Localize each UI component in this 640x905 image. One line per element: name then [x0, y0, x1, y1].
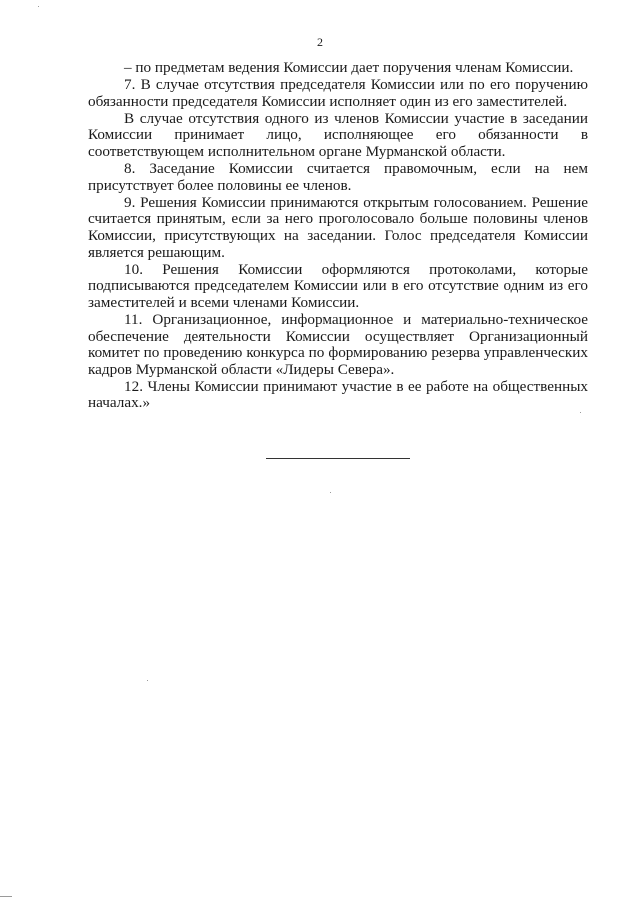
- document-body: [88, 60, 588, 412]
- paragraph-10-protocols: 10. Решения Комиссии оформляются протоколами, которые подписываются председателем Комиссии или в его отсутствие одним из его заместителей и всеми членами Комиссии.: [88, 260, 588, 311]
- scan-speck: [0, 896, 12, 897]
- paragraph-commission-instructions: – по предметам ведения Комиссии дает поручения членам Комиссии.: [124, 59, 574, 76]
- paragraph-8-quorum: 8. Заседание Комиссии считается правомочным, если на нем присутствует более половины ее членов.: [88, 160, 588, 194]
- paragraph-9-voting: 9. Решения Комиссии принимаются открытым голосованием. Решение считается принятым, если за него проголосовало больше половины членов Комиссии, присутствующих на заседании. Голос председателя Комиссии является решающим.: [88, 193, 588, 261]
- paragraph-member-absence: В случае отсутствия одного из членов Комиссии участие в заседании Комиссии принимает лицо, исполняющее его обязанности в соответствующем исполнительном органе Мурманской области.: [88, 109, 588, 160]
- paragraph-12-voluntary-basis: 12. Члены Комиссии принимают участие в ее работе на общественных началах.»: [88, 377, 588, 412]
- scan-speck: [147, 680, 148, 681]
- scan-speck: [580, 412, 581, 413]
- scan-speck: [38, 6, 39, 7]
- page-number: 2: [317, 35, 323, 49]
- paragraph-7-chairman-absence: 7. В случае отсутствия председателя Комиссии или по его поручению обязанности председателя Комиссии исполняет один из его заместителей.: [88, 76, 588, 110]
- paragraph-11-organizational-support: 11. Организационное, информационное и материально-техническое обеспечение деятельности Комиссии осуществляет Организационный комитет по проведению конкурса по формированию резерва управленческих кадров Мурманской области «Лидеры Севера».: [88, 310, 588, 378]
- end-separator-line: [266, 458, 410, 459]
- scan-speck: [330, 492, 331, 493]
